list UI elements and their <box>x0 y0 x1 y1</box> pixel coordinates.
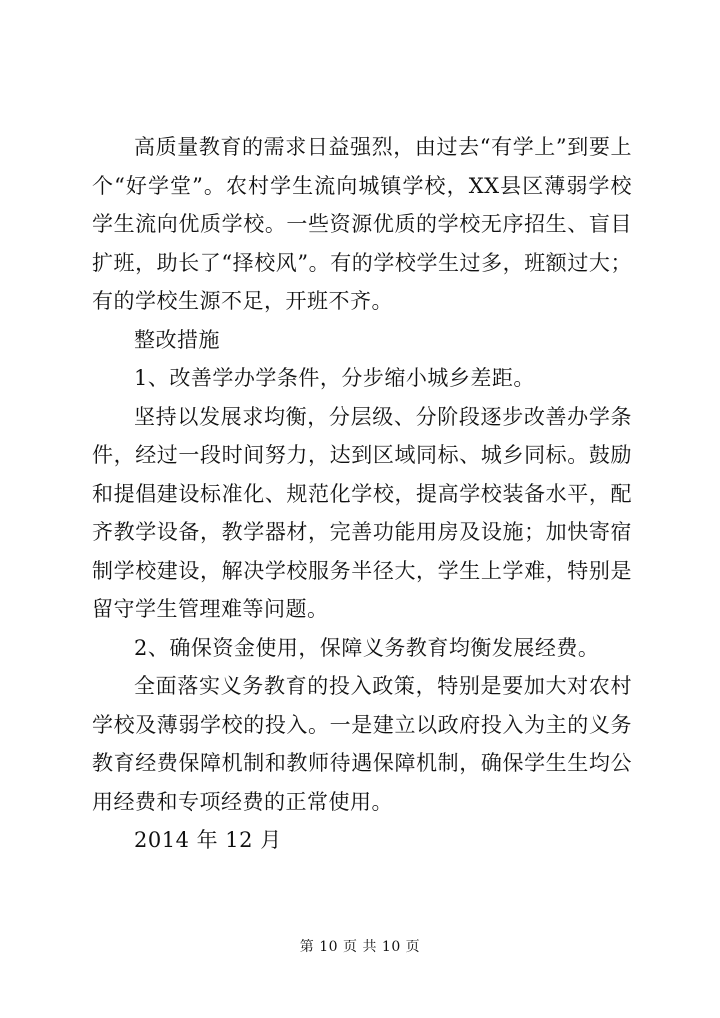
paragraph-problem-description: 高质量教育的需求日益强烈，由过去“有学上”到要上个“好学堂”。农村学生流向城镇学校，XX县区薄弱学校学生流向优质学校。一些资源优质的学校无序招生、盲目扩班，助长了“择校风”。有的学校学生过多，班额过大；有的学校生源不足，开班不齐。 <box>92 135 632 313</box>
section-heading-rectification: 整改措施 <box>134 327 220 352</box>
document-date: 2014 年 12 月 <box>134 828 282 852</box>
page-number-footer: 第 10 页 共 10 页 <box>299 939 421 955</box>
document-body <box>92 128 632 860</box>
measure-1-title: 1、改善学办学条件，分步缩小城乡差距。 <box>134 366 535 390</box>
measure-2-title: 2、确保资金使用，保障义务教育均衡发展经费。 <box>134 635 600 660</box>
measure-1-body: 坚持以发展求均衡，分层级、分阶段逐步改善办学条件，经过一段时间努力，达到区域同标、城乡同标。鼓励和提倡建设标准化、规范化学校，提高学校装备水平，配齐教学设备，教学器材，完善功能用房及设施；加快寄宿制学校建设，解决学校服务半径大，学生上学难，特别是留守学生管理难等问题。 <box>92 404 632 621</box>
measure-2-body: 全面落实义务教育的投入政策，特别是要加大对农村学校及薄弱学校的投入。一是建立以政府投入为主的义务教育经费保障机制和教师待遇保障机制，确保学生生均公用经费和专项经费的正常使用。 <box>92 674 632 814</box>
